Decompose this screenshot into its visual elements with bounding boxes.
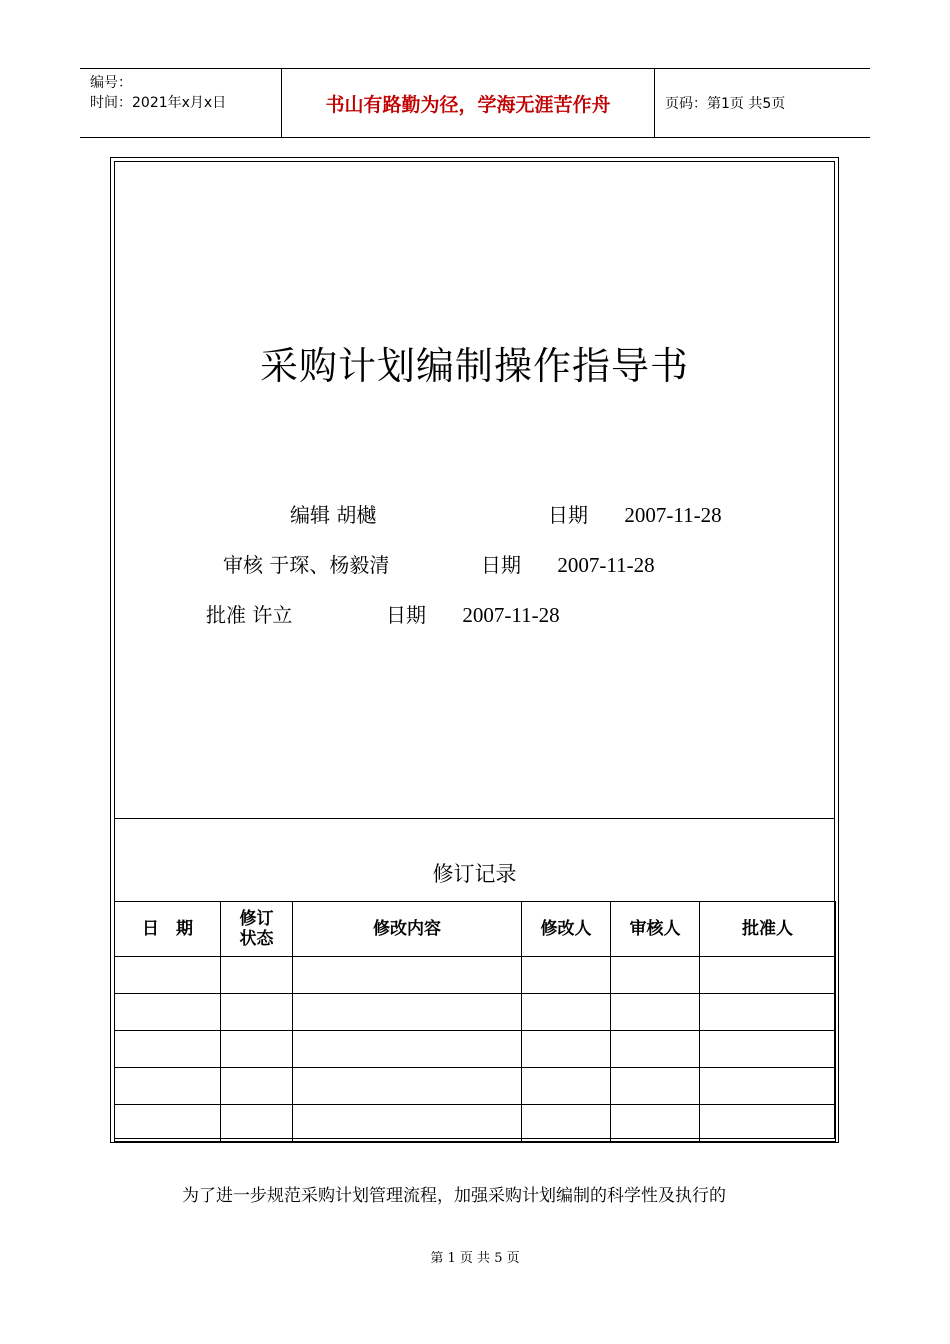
revision-divider xyxy=(114,818,835,819)
table-cell xyxy=(700,994,836,1031)
signoff-reviewer-date xyxy=(481,549,655,578)
signoff-date-label: 日期 xyxy=(481,553,521,577)
table-cell xyxy=(293,1068,522,1105)
header-page-label: 页码：第1页 共5页 xyxy=(665,96,786,112)
table-cell xyxy=(115,1068,221,1105)
header-number-label: 编号： xyxy=(90,75,132,91)
signoff-date: 2007-11-28 xyxy=(462,603,560,627)
table-cell xyxy=(115,957,221,994)
revision-header-row xyxy=(115,902,836,957)
table-cell xyxy=(221,1031,293,1068)
table-cell xyxy=(700,957,836,994)
signoff-date-label: 日期 xyxy=(548,503,588,527)
signoff-role: 批准 许立 xyxy=(206,603,293,627)
col-header-date: 日 期 xyxy=(115,902,221,957)
signoff-approver-date xyxy=(386,599,560,628)
table-cell xyxy=(522,1031,611,1068)
table-cell xyxy=(522,994,611,1031)
signoff-role: 审核 于琛、杨毅清 xyxy=(223,553,390,577)
page-header xyxy=(80,68,870,138)
table-cell xyxy=(293,1105,522,1142)
col-header-approver: 批准人 xyxy=(700,902,836,957)
col-header-content: 修改内容 xyxy=(293,902,522,957)
table-row xyxy=(115,1068,836,1105)
col-header-reviewer: 审核人 xyxy=(611,902,700,957)
table-cell xyxy=(611,1105,700,1142)
table-cell xyxy=(522,1105,611,1142)
table-row xyxy=(115,1031,836,1068)
table-row xyxy=(115,957,836,994)
signoff-editor-date xyxy=(548,499,722,528)
table-cell xyxy=(700,1105,836,1142)
table-cell xyxy=(700,1068,836,1105)
signoff-reviewer xyxy=(223,549,389,578)
table-cell xyxy=(611,1068,700,1105)
revision-title: 修订记录 xyxy=(432,862,517,886)
signoff-date-label: 日期 xyxy=(386,603,426,627)
table-cell xyxy=(221,994,293,1031)
table-cell xyxy=(115,994,221,1031)
signoff-approver xyxy=(206,599,292,628)
document-title: 采购计划编制操作指导书 xyxy=(259,344,689,388)
col-header-modifier: 修改人 xyxy=(522,902,611,957)
col-header-status xyxy=(221,902,293,957)
table-row xyxy=(115,994,836,1031)
col-header-status-text: 修订状态 xyxy=(239,909,274,949)
table-cell xyxy=(522,957,611,994)
table-cell xyxy=(611,994,700,1031)
page-footer: 第 1 页 共 5 页 xyxy=(430,1251,520,1266)
table-cell xyxy=(293,994,522,1031)
header-time-label: 时间：2021年x月x日 xyxy=(90,95,227,111)
signoff-date: 2007-11-28 xyxy=(557,553,655,577)
table-cell xyxy=(115,1031,221,1068)
header-slogan: 书山有路勤为径，学海无涯苦作舟 xyxy=(282,69,655,137)
header-meta-cell xyxy=(80,69,282,137)
table-cell xyxy=(221,1068,293,1105)
signoff-date: 2007-11-28 xyxy=(624,503,722,527)
signoff-editor xyxy=(290,499,376,528)
table-cell xyxy=(221,957,293,994)
table-cell xyxy=(611,1031,700,1068)
signoff-role: 编辑 胡樾 xyxy=(290,503,377,527)
table-cell xyxy=(611,957,700,994)
table-cell xyxy=(115,1105,221,1142)
revision-table xyxy=(114,901,836,1142)
table-row xyxy=(115,1105,836,1142)
table-cell xyxy=(293,957,522,994)
table-cell xyxy=(522,1068,611,1105)
table-cell xyxy=(221,1105,293,1142)
table-cell xyxy=(293,1031,522,1068)
body-paragraph: 为了进一步规范采购计划管理流程，加强采购计划编制的科学性及执行的 xyxy=(182,1186,726,1206)
table-cell xyxy=(700,1031,836,1068)
